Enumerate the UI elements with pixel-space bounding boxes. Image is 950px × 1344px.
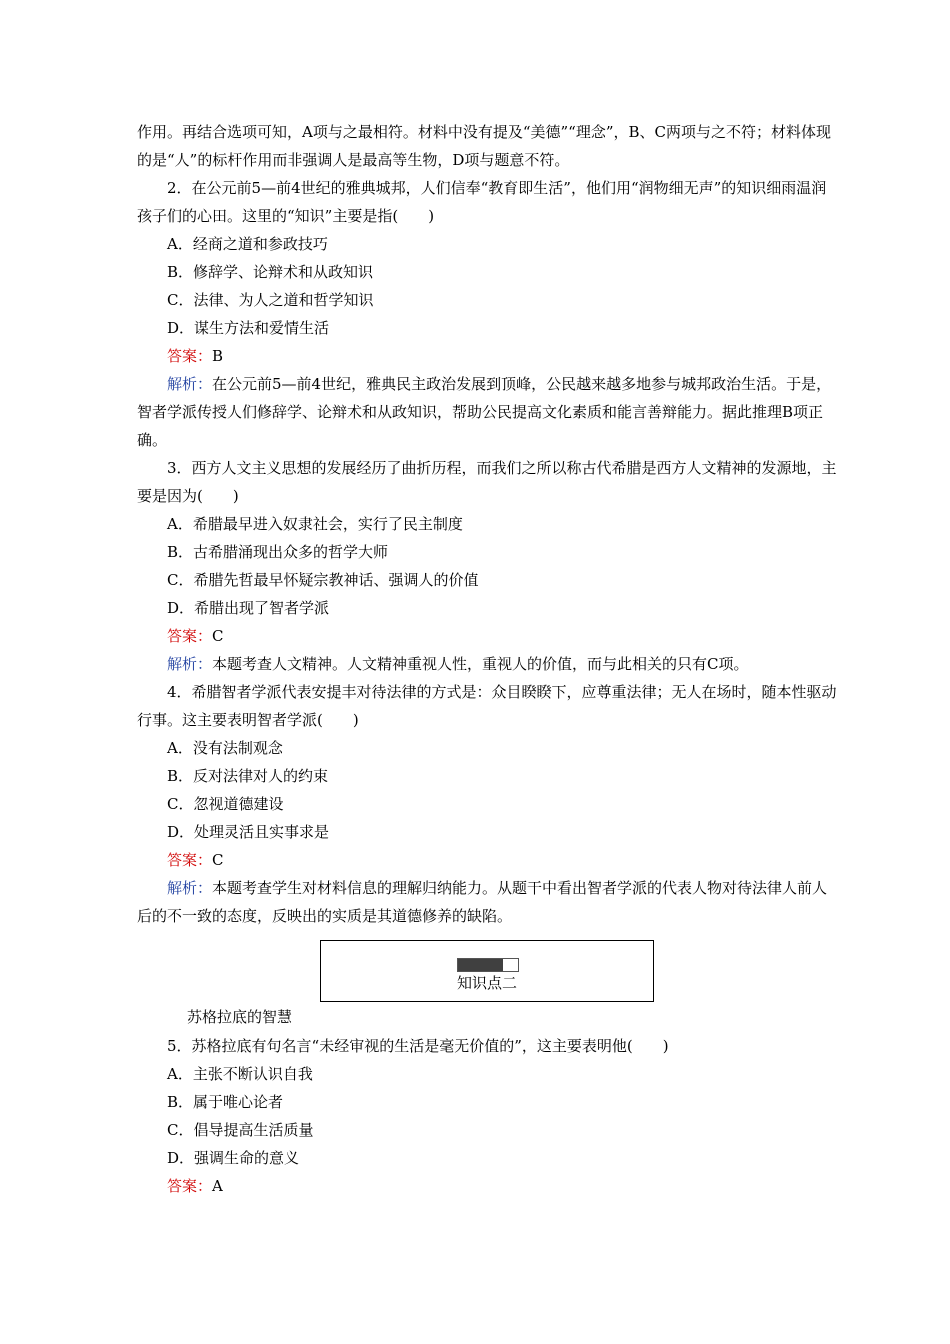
question-5-option-b: B．属于唯心论者	[167, 1093, 284, 1111]
question-3-option-d: D．希腊出现了智者学派	[167, 599, 330, 617]
explanation-text: 本题考查学生对材料信息的理解归纳能力。从题干中看出智者学派的代表人物对待法律人前人后的不一致的态度，反映出的实质是其道德修养的缺陷。	[137, 879, 828, 925]
question-3-option-c: C．希腊先哲最早怀疑宗教神话、强调人的价值	[167, 571, 479, 589]
section-title: 苏格拉底的智慧	[187, 1008, 293, 1026]
knowledge-point-progress-bar	[457, 958, 519, 972]
question-2-option-a: A．经商之道和参政技巧	[167, 235, 328, 253]
question-5-option-c: C．倡导提高生活质量	[167, 1121, 314, 1139]
answer-label: 答案：	[167, 627, 213, 645]
document-page	[137, 118, 837, 1200]
question-2-option-b: B．修辞学、论辩术和从政知识	[167, 263, 374, 281]
question-2-option-c: C．法律、为人之道和哲学知识	[167, 291, 374, 309]
explanation-label: 解析：	[167, 879, 213, 897]
question-3-option-a: A．希腊最早进入奴隶社会，实行了民主制度	[167, 515, 463, 533]
question-4-stem: 4．希腊智者学派代表安提丰对待法律的方式是：众目睽睽下，应尊重法律；无人在场时，随本性驱动行事。这主要表明智者学派( )	[137, 683, 837, 729]
question-4-option-b: B．反对法律对人的约束	[167, 767, 329, 785]
question-5-option-a: A．主张不断认识自我	[167, 1065, 313, 1083]
question-2-explanation	[137, 370, 837, 454]
answer-label: 答案：	[167, 851, 213, 869]
question-3-option-b: B．古希腊涌现出众多的哲学大师	[167, 543, 389, 561]
answer-value: A	[212, 1177, 223, 1195]
explanation-text: 在公元前5—前4世纪，雅典民主政治发展到顶峰，公民越来越多地参与城邦政治生活。于是，智者学派传授人们修辞学、论辩术和从政知识，帮助公民提高文化素质和能言善辩能力。据此推理B项正确。	[137, 375, 832, 449]
knowledge-point-box	[320, 940, 654, 1002]
knowledge-point-label: 知识点二	[456, 974, 517, 992]
question-4-option-d: D．处理灵活且实事求是	[167, 823, 330, 841]
explanation-label: 解析：	[167, 655, 213, 673]
question-5-option-d: D．强调生命的意义	[167, 1149, 300, 1167]
answer-value: C	[212, 851, 224, 869]
answer-value: B	[212, 347, 224, 365]
answer-label: 答案：	[167, 347, 213, 365]
question-2-answer	[137, 342, 837, 370]
question-5-stem: 5．苏格拉底有句名言“未经审视的生活是毫无价值的”，这主要表明他( )	[167, 1037, 669, 1055]
answer-label: 答案：	[167, 1177, 213, 1195]
question-4-option-a: A．没有法制观念	[167, 739, 283, 757]
question-4-answer	[137, 846, 837, 874]
question-3-stem: 3．西方人文主义思想的发展经历了曲折历程，而我们之所以称古代希腊是西方人文精神的发源地，主要是因为( )	[137, 459, 837, 505]
question-4-option-c: C．忽视道德建设	[167, 795, 284, 813]
explanation-text: 本题考查人文精神。人文精神重视人性，重视人的价值，而与此相关的只有C项。	[212, 655, 749, 673]
question-3-answer	[137, 622, 837, 650]
answer-value: C	[212, 627, 224, 645]
question-2-stem: 2．在公元前5—前4世纪的雅典城邦，人们信奉“教育即生活”，他们用“润物细无声”的知识细雨温润孩子们的心田。这里的“知识”主要是指( )	[137, 179, 827, 225]
question-3-explanation	[137, 650, 837, 678]
question-5-answer	[137, 1172, 837, 1200]
knowledge-point-progress-fill	[458, 959, 503, 971]
explanation-label: 解析：	[167, 375, 213, 393]
question-4-explanation	[137, 874, 837, 930]
continued-explanation: 作用。再结合选项可知，A项与之最相符。材料中没有提及“美德”“理念”，B、C两项与之不符；材料体现的是“人”的标杆作用而非强调人是最高等生物，D项与题意不符。	[137, 123, 832, 169]
question-2-option-d: D．谋生方法和爱情生活	[167, 319, 330, 337]
